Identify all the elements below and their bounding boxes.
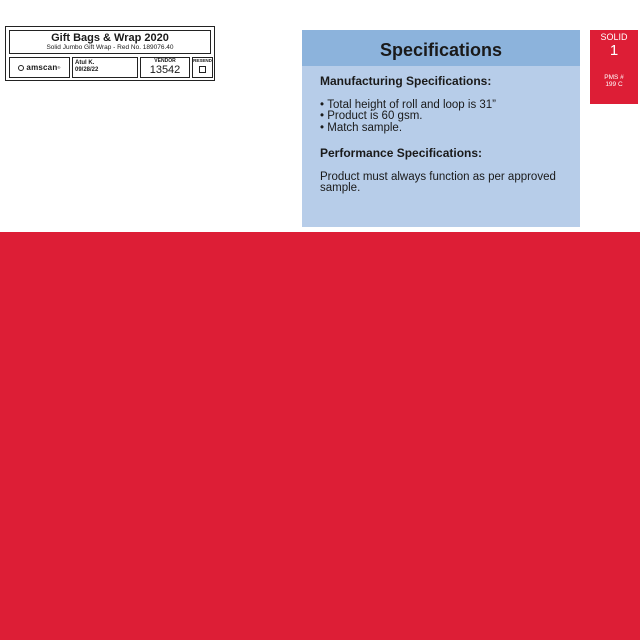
specifications-heading: Specifications (302, 30, 580, 66)
logo-text: amscan (26, 63, 58, 72)
pms-value: 199 C (605, 81, 623, 88)
vendor-cell (140, 57, 190, 78)
vendor-label: VENDOR (154, 58, 176, 64)
title-block (5, 26, 215, 81)
resend-label: RESEND (193, 58, 212, 63)
artist-cell (72, 57, 138, 78)
resend-checkbox[interactable] (199, 66, 206, 73)
manufacturing-specs-title: Manufacturing Specifications: (320, 74, 492, 88)
spec-item: • Match sample. (320, 123, 566, 135)
spec-item: • Product is 60 gsm. (320, 111, 566, 123)
performance-specs-title: Performance Specifications: (320, 146, 483, 160)
solid-color-tag (590, 30, 638, 104)
artist-name: Atul K. (75, 60, 95, 66)
logo-mark-icon (18, 65, 24, 71)
product-line-title: Gift Bags & Wrap 2020 (51, 32, 169, 44)
vendor-number: 13542 (149, 64, 181, 76)
spec-item: • Total height of roll and loop is 31” (320, 100, 566, 112)
solid-number: 1 (609, 42, 619, 59)
specifications-panel (302, 30, 580, 227)
title-block-header (9, 30, 211, 54)
artist-date: 09/28/22 (75, 67, 99, 73)
brand-logo (9, 57, 70, 78)
registered-mark: ® (57, 65, 61, 70)
resend-cell (192, 57, 213, 78)
solid-label: SOLID (600, 32, 628, 42)
specifications-body (302, 66, 580, 195)
red-color-field (0, 232, 640, 640)
product-subtitle: Solid Jumbo Gift Wrap - Red No. 189076.40 (46, 44, 174, 51)
pms-label: PMS # (604, 74, 624, 81)
performance-specs-text: Product must always function as per approved sample. (320, 170, 556, 194)
manufacturing-specs-list (320, 100, 566, 135)
